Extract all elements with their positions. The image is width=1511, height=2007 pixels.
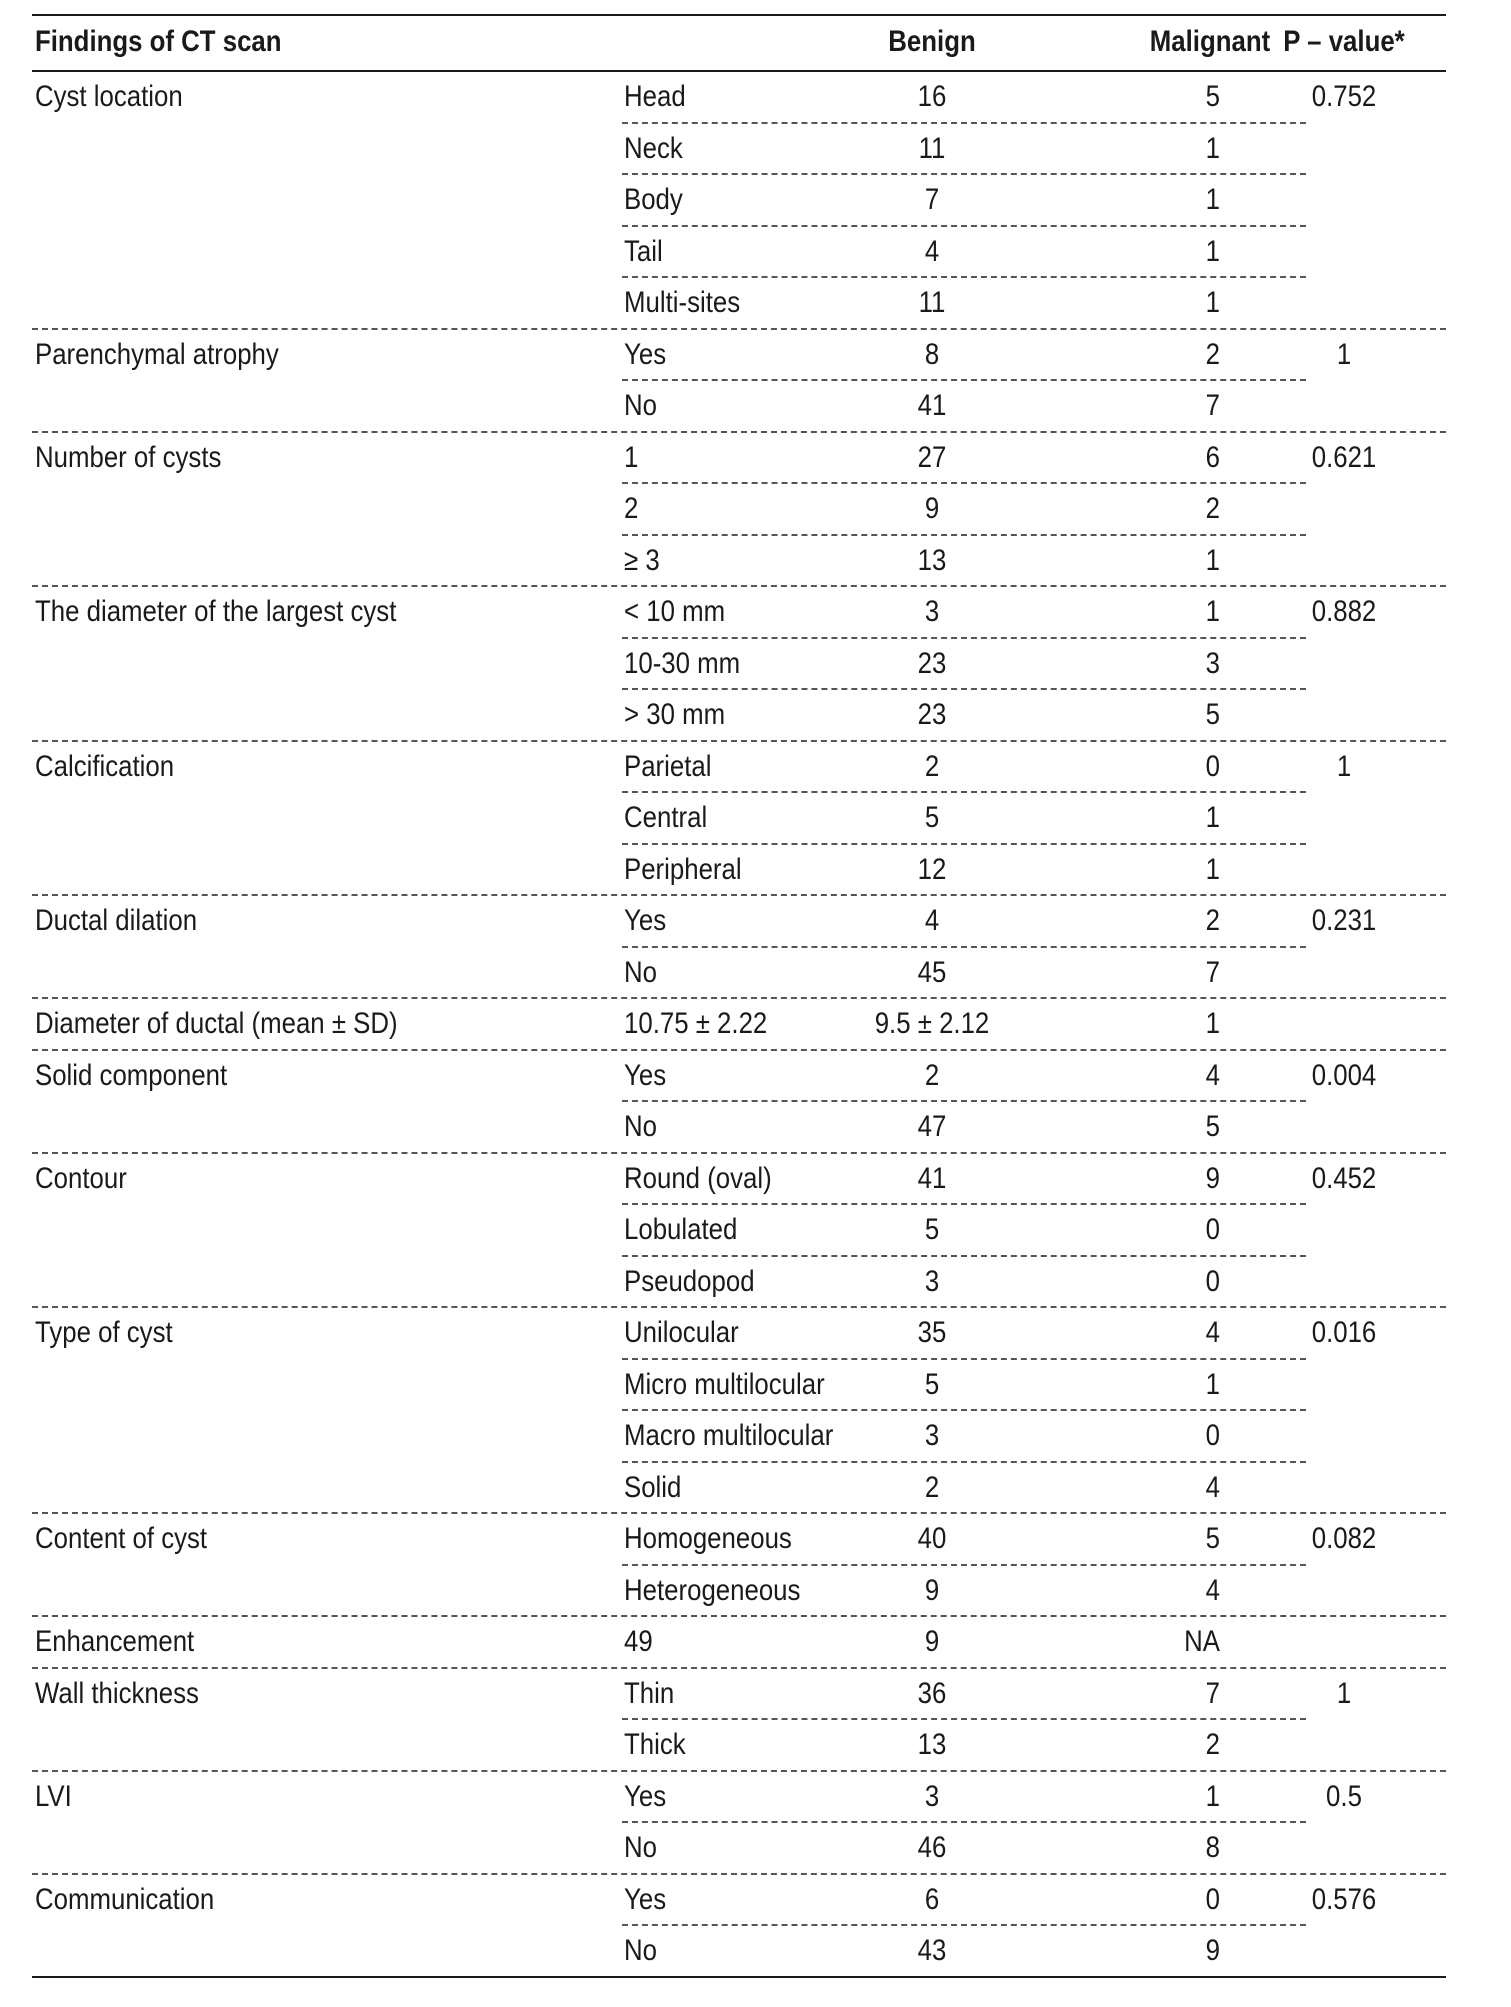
malignant-cell: 2 bbox=[1205, 904, 1220, 937]
benign-cell: 9 bbox=[924, 492, 940, 525]
p-value-cell: 1 bbox=[1336, 749, 1352, 783]
p-value-cell: 0.882 bbox=[1311, 595, 1377, 628]
malignant-cell: 5 bbox=[1205, 1522, 1220, 1555]
benign-cell: 5 bbox=[924, 1367, 940, 1401]
table-row bbox=[32, 1205, 1446, 1257]
benign-cell: 3 bbox=[924, 595, 940, 628]
p-value-cell: 0.5 bbox=[1326, 1779, 1362, 1813]
finding-label: Diameter of ductal (mean ± SD) bbox=[35, 1007, 398, 1040]
malignant-cell: 1 bbox=[1205, 131, 1220, 165]
table-row bbox=[32, 72, 1446, 124]
category-cell: ≥ 3 bbox=[624, 543, 660, 577]
finding-group bbox=[32, 1772, 1446, 1875]
finding-label: Parenchymal atrophy bbox=[35, 337, 279, 371]
table-row bbox=[32, 948, 1446, 1000]
benign-cell: 45 bbox=[917, 955, 947, 989]
category-cell: < 10 mm bbox=[624, 595, 726, 628]
finding-group bbox=[32, 1154, 1446, 1309]
table-row bbox=[32, 1566, 1446, 1618]
malignant-cell: 9 bbox=[1205, 1161, 1220, 1195]
category-cell: No bbox=[624, 1831, 657, 1864]
benign-cell: 16 bbox=[917, 80, 947, 113]
table-row bbox=[32, 1411, 1446, 1463]
finding-label: Contour bbox=[35, 1161, 127, 1195]
p-value-cell: 0.231 bbox=[1311, 904, 1377, 937]
table-row bbox=[32, 536, 1446, 588]
malignant-cell: 6 bbox=[1205, 440, 1220, 474]
malignant-cell: 0 bbox=[1205, 1213, 1220, 1246]
malignant-cell: 7 bbox=[1205, 1676, 1220, 1710]
finding-group bbox=[32, 433, 1446, 588]
category-cell: Lobulated bbox=[624, 1213, 738, 1246]
table-row bbox=[32, 124, 1446, 176]
finding-label: The diameter of the largest cyst bbox=[35, 595, 397, 628]
p-value-cell: 0.082 bbox=[1311, 1522, 1377, 1555]
category-cell: Yes bbox=[624, 337, 667, 371]
malignant-cell: 8 bbox=[1205, 1831, 1220, 1864]
p-value-cell: 1 bbox=[1336, 337, 1352, 371]
table-row bbox=[32, 278, 1446, 330]
table-row bbox=[32, 175, 1446, 227]
benign-cell: 4 bbox=[924, 234, 940, 268]
benign-cell: 41 bbox=[917, 389, 947, 422]
finding-label: Ductal dilation bbox=[35, 904, 198, 937]
malignant-cell: 1 bbox=[1205, 1007, 1220, 1040]
category-cell: Parietal bbox=[624, 749, 712, 783]
category-cell: Pseudopod bbox=[624, 1264, 755, 1298]
finding-label: LVI bbox=[35, 1779, 72, 1813]
category-cell: Neck bbox=[624, 131, 683, 165]
category-cell: > 30 mm bbox=[624, 698, 726, 731]
p-value-cell: 0.621 bbox=[1311, 440, 1377, 474]
p-value-cell: 0.452 bbox=[1311, 1161, 1377, 1195]
table-row bbox=[32, 1154, 1446, 1206]
finding-group bbox=[32, 587, 1446, 742]
malignant-cell: 4 bbox=[1205, 1058, 1220, 1092]
benign-cell: 13 bbox=[917, 1728, 947, 1761]
category-cell: No bbox=[624, 955, 657, 989]
category-cell: Micro multilocular bbox=[624, 1367, 825, 1401]
benign-cell: 2 bbox=[924, 1058, 940, 1092]
table-row bbox=[32, 1051, 1446, 1103]
table-row bbox=[32, 433, 1446, 485]
category-cell: Yes bbox=[624, 1058, 667, 1092]
category-cell: Central bbox=[624, 801, 708, 834]
benign-cell: 5 bbox=[924, 801, 940, 834]
benign-cell: 3 bbox=[924, 1779, 940, 1813]
table-row bbox=[32, 227, 1446, 279]
malignant-cell: 1 bbox=[1205, 183, 1220, 216]
finding-label: Type of cyst bbox=[35, 1316, 173, 1349]
table-row bbox=[32, 381, 1446, 433]
category-cell: Macro multilocular bbox=[624, 1419, 834, 1452]
malignant-cell: 2 bbox=[1205, 1728, 1220, 1761]
malignant-cell: 0 bbox=[1205, 1882, 1220, 1916]
finding-label: Communication bbox=[35, 1882, 215, 1916]
benign-cell: 6 bbox=[924, 1882, 940, 1916]
category-cell: 2 bbox=[624, 492, 639, 525]
malignant-cell: 1 bbox=[1205, 286, 1220, 319]
finding-label: Solid component bbox=[35, 1058, 228, 1092]
malignant-cell: 2 bbox=[1205, 337, 1220, 371]
malignant-cell: 0 bbox=[1205, 1264, 1220, 1298]
table-row bbox=[32, 999, 1446, 1051]
malignant-cell: 4 bbox=[1205, 1470, 1220, 1504]
malignant-cell: 5 bbox=[1205, 1110, 1220, 1143]
finding-group bbox=[32, 1875, 1446, 1978]
category-cell: No bbox=[624, 389, 657, 422]
benign-cell: 35 bbox=[917, 1316, 947, 1349]
table-row bbox=[32, 1669, 1446, 1721]
malignant-cell: 1 bbox=[1205, 543, 1220, 577]
table-row bbox=[32, 690, 1446, 742]
table-row bbox=[32, 1926, 1446, 1978]
malignant-cell: 3 bbox=[1205, 646, 1220, 680]
benign-cell: 12 bbox=[917, 852, 947, 886]
malignant-cell: 1 bbox=[1205, 1367, 1220, 1401]
malignant-cell: 1 bbox=[1205, 234, 1220, 268]
benign-cell: 40 bbox=[917, 1522, 947, 1555]
table-header bbox=[32, 14, 1446, 72]
finding-group bbox=[32, 1051, 1446, 1154]
finding-group bbox=[32, 72, 1446, 330]
p-value-cell: 0.016 bbox=[1311, 1316, 1377, 1349]
malignant-cell: 0 bbox=[1205, 749, 1220, 783]
category-cell: Solid bbox=[624, 1470, 682, 1504]
table-row bbox=[32, 1772, 1446, 1824]
malignant-cell: 4 bbox=[1205, 1573, 1220, 1607]
category-cell: 1 bbox=[624, 440, 639, 474]
category-cell: 10.75 ± 2.22 bbox=[624, 1007, 768, 1040]
malignant-cell: 7 bbox=[1205, 955, 1220, 989]
table-row bbox=[32, 330, 1446, 382]
finding-group bbox=[32, 742, 1446, 897]
p-value-cell: 0.752 bbox=[1311, 80, 1377, 113]
category-cell: Thin bbox=[624, 1676, 675, 1710]
finding-group bbox=[32, 999, 1446, 1051]
table-row bbox=[32, 639, 1446, 691]
table-row bbox=[32, 1102, 1446, 1154]
benign-cell: 3 bbox=[924, 1264, 940, 1298]
table-row bbox=[32, 1514, 1446, 1566]
malignant-cell: 4 bbox=[1205, 1316, 1220, 1349]
table-row bbox=[32, 896, 1446, 948]
benign-cell: 46 bbox=[917, 1831, 947, 1864]
malignant-cell: NA bbox=[1184, 1625, 1220, 1658]
table-row bbox=[32, 1308, 1446, 1360]
category-cell: Thick bbox=[624, 1728, 686, 1761]
malignant-cell: 1 bbox=[1205, 852, 1220, 886]
category-cell: Body bbox=[624, 183, 683, 216]
benign-cell: 13 bbox=[917, 543, 947, 577]
finding-label: Number of cysts bbox=[35, 440, 222, 474]
finding-label: Wall thickness bbox=[35, 1676, 199, 1710]
finding-group bbox=[32, 1617, 1446, 1669]
finding-group bbox=[32, 896, 1446, 999]
finding-group bbox=[32, 1514, 1446, 1617]
table-row bbox=[32, 1463, 1446, 1515]
benign-cell: 11 bbox=[918, 286, 946, 319]
header-benign: Benign bbox=[888, 25, 976, 58]
benign-cell: 9.5 ± 2.12 bbox=[874, 1007, 990, 1040]
category-cell: Head bbox=[624, 80, 686, 113]
ct-findings-table bbox=[32, 14, 1446, 1978]
benign-cell: 3 bbox=[924, 1419, 940, 1452]
finding-label: Calcification bbox=[35, 749, 175, 783]
finding-group bbox=[32, 1308, 1446, 1514]
finding-label: Content of cyst bbox=[35, 1522, 208, 1555]
benign-cell: 7 bbox=[924, 183, 940, 216]
category-cell: No bbox=[624, 1110, 657, 1143]
benign-cell: 23 bbox=[917, 698, 947, 731]
table-row bbox=[32, 484, 1446, 536]
table-row bbox=[32, 793, 1446, 845]
table-row bbox=[32, 1720, 1446, 1772]
malignant-cell: 1 bbox=[1205, 801, 1220, 834]
finding-group bbox=[32, 330, 1446, 433]
benign-cell: 5 bbox=[924, 1213, 940, 1246]
finding-group bbox=[32, 1669, 1446, 1772]
p-value-cell: 0.004 bbox=[1311, 1058, 1377, 1092]
table-row bbox=[32, 587, 1446, 639]
header-p-value: P – value* bbox=[1283, 25, 1405, 58]
table-row bbox=[32, 1257, 1446, 1309]
table-row bbox=[32, 1875, 1446, 1927]
category-cell: Peripheral bbox=[624, 852, 742, 886]
benign-cell: 8 bbox=[924, 337, 940, 371]
category-cell: Yes bbox=[624, 904, 667, 937]
benign-cell: 41 bbox=[917, 1161, 947, 1195]
category-cell: Tail bbox=[624, 234, 663, 268]
malignant-cell: 9 bbox=[1205, 1934, 1220, 1967]
benign-cell: 43 bbox=[917, 1934, 947, 1967]
category-cell: Homogeneous bbox=[624, 1522, 792, 1555]
category-cell: No bbox=[624, 1934, 657, 1967]
category-cell: Multi-sites bbox=[624, 286, 741, 319]
header-findings: Findings of CT scan bbox=[35, 25, 282, 58]
table-row bbox=[32, 1823, 1446, 1875]
benign-cell: 2 bbox=[924, 1470, 940, 1504]
benign-cell: 9 bbox=[924, 1625, 940, 1658]
header-malignant: Malignant bbox=[1149, 25, 1271, 58]
category-cell: Unilocular bbox=[624, 1316, 739, 1349]
malignant-cell: 2 bbox=[1205, 492, 1220, 525]
malignant-cell: 1 bbox=[1205, 1779, 1220, 1813]
benign-cell: 9 bbox=[924, 1573, 940, 1607]
malignant-cell: 5 bbox=[1205, 698, 1220, 731]
finding-label: Enhancement bbox=[35, 1625, 195, 1658]
category-cell: Round (oval) bbox=[624, 1161, 772, 1195]
benign-cell: 2 bbox=[924, 749, 940, 783]
benign-cell: 47 bbox=[917, 1110, 947, 1143]
table-row bbox=[32, 742, 1446, 794]
finding-label: Cyst location bbox=[35, 80, 183, 113]
table-row bbox=[32, 1617, 1446, 1669]
benign-cell: 4 bbox=[924, 904, 940, 937]
malignant-cell: 0 bbox=[1205, 1419, 1220, 1452]
category-cell: 10-30 mm bbox=[624, 646, 741, 680]
malignant-cell: 7 bbox=[1205, 389, 1220, 422]
table-row bbox=[32, 1360, 1446, 1412]
p-value-cell: 0.576 bbox=[1311, 1882, 1377, 1916]
category-cell: 49 bbox=[624, 1625, 653, 1658]
malignant-cell: 1 bbox=[1205, 595, 1220, 628]
p-value-cell: 1 bbox=[1336, 1676, 1352, 1710]
category-cell: Yes bbox=[624, 1882, 667, 1916]
benign-cell: 11 bbox=[918, 131, 946, 165]
benign-cell: 36 bbox=[917, 1676, 947, 1710]
benign-cell: 23 bbox=[917, 646, 947, 680]
table-row bbox=[32, 845, 1446, 897]
category-cell: Yes bbox=[624, 1779, 667, 1813]
benign-cell: 27 bbox=[917, 440, 947, 474]
malignant-cell: 5 bbox=[1205, 80, 1220, 113]
category-cell: Heterogeneous bbox=[624, 1573, 801, 1607]
table-body bbox=[32, 72, 1446, 1978]
